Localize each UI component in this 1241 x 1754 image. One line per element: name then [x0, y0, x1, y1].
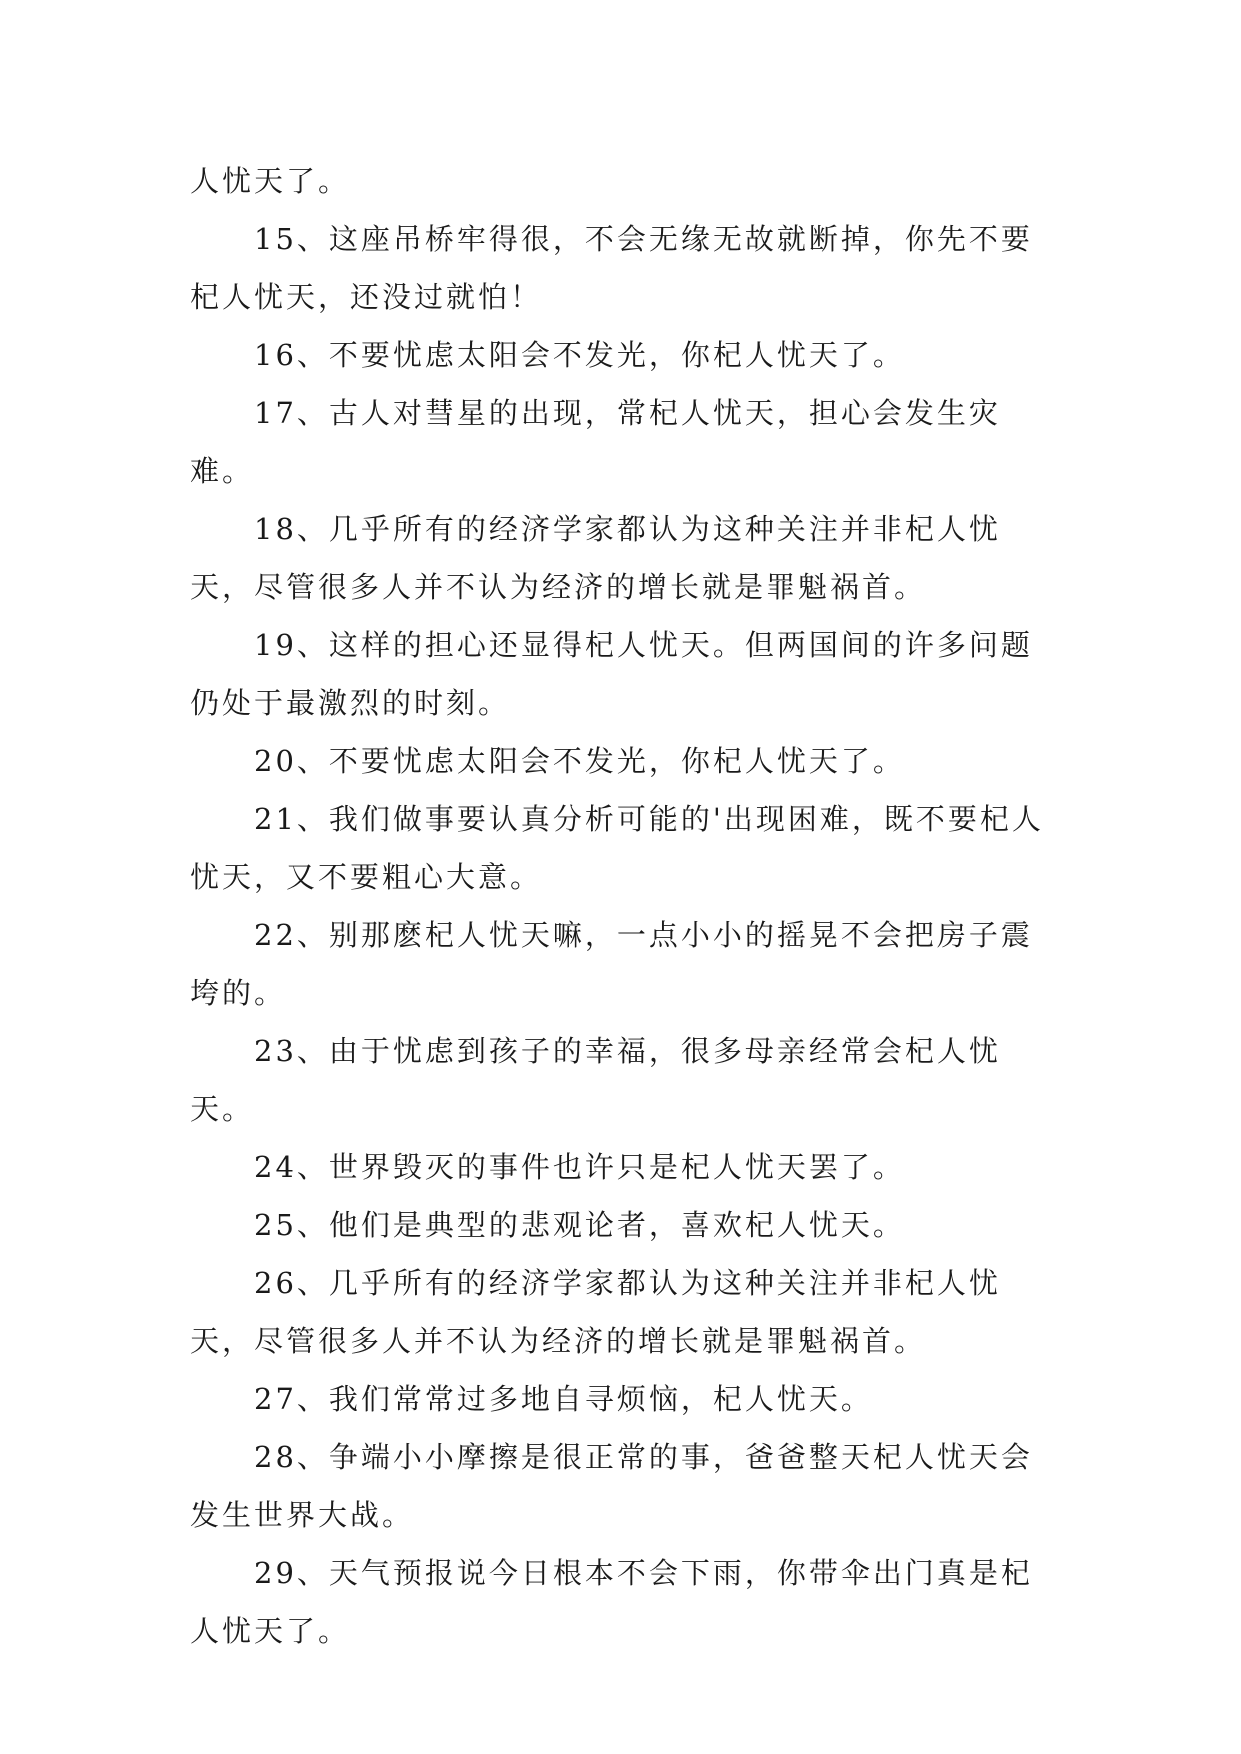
sentence-26: 26、几乎所有的经济学家都认为这种关注并非杞人忧天，尽管很多人并不认为经济的增长就是罪魁祸首。	[190, 1266, 1001, 1358]
sentence-24: 24、世界毁灭的事件也许只是杞人忧天罢了。	[254, 1150, 905, 1184]
sentence-29: 29、天气预报说今日根本不会下雨，你带伞出门真是杞人忧天了。	[190, 1556, 1033, 1648]
sentence-16: 16、不要忧虑太阳会不发光，你杞人忧天了。	[254, 338, 905, 372]
sentence-27: 27、我们常常过多地自寻烦恼，杞人忧天。	[254, 1382, 873, 1416]
paragraph-continuation: 人忧天了。	[190, 164, 351, 198]
sentence-23: 23、由于忧虑到孩子的幸福，很多母亲经常会杞人忧天。	[190, 1034, 1001, 1126]
sentence-22: 22、别那麽杞人忧天嘛，一点小小的摇晃不会把房子震垮的。	[190, 918, 1033, 1010]
sentence-21: 21、我们做事要认真分析可能的'出现困难，既不要杞人忧天，又不要粗心大意。	[190, 802, 1044, 894]
sentence-18: 18、几乎所有的经济学家都认为这种关注并非杞人忧天，尽管很多人并不认为经济的增长就是罪魁祸首。	[190, 512, 1001, 604]
sentence-15: 15、这座吊桥牢得很，不会无缘无故就断掉，你先不要杞人忧天，还没过就怕！	[190, 222, 1033, 314]
sentence-17: 17、古人对彗星的出现，常杞人忧天，担心会发生灾难。	[190, 396, 1001, 488]
sentence-28: 28、争端小小摩擦是很正常的事，爸爸整天杞人忧天会发生世界大战。	[190, 1440, 1033, 1532]
sentence-20: 20、不要忧虑太阳会不发光，你杞人忧天了。	[254, 744, 905, 778]
sentence-19: 19、这样的担心还显得杞人忧天。但两国间的许多问题仍处于最激烈的时刻。	[190, 628, 1033, 720]
document-body	[190, 152, 1050, 1660]
sentence-25: 25、他们是典型的悲观论者，喜欢杞人忧天。	[254, 1208, 905, 1242]
